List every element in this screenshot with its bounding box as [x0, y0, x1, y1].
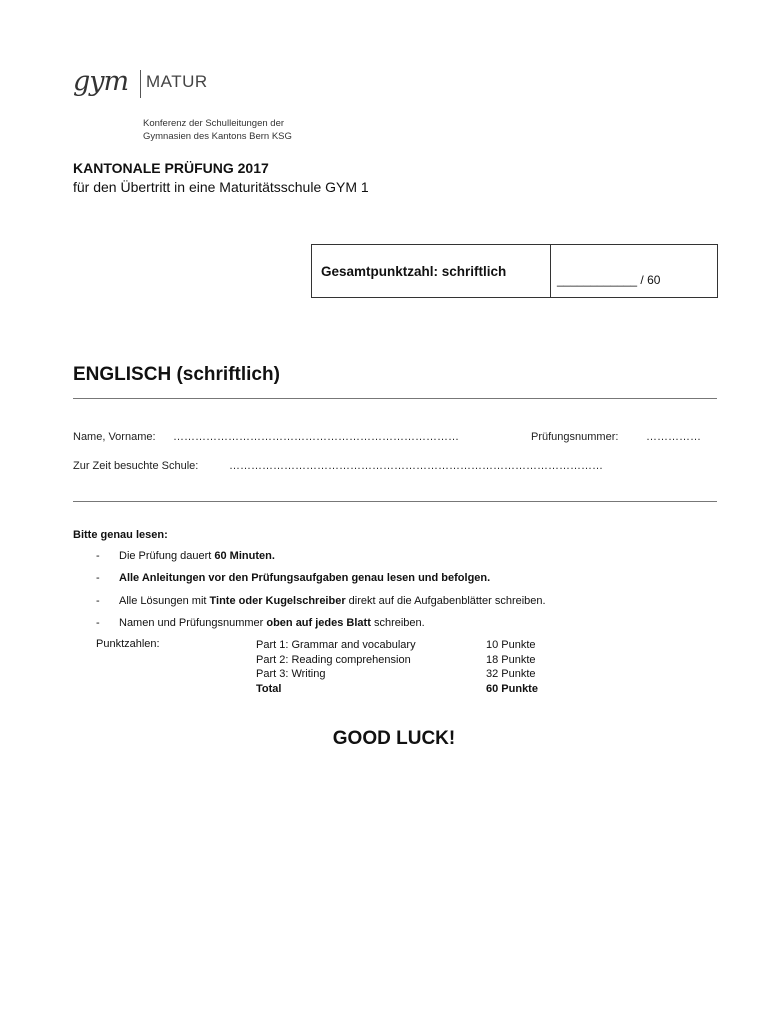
exam-title: KANTONALE PRÜFUNG 2017 — [73, 160, 269, 176]
school-label: Zur Zeit besuchte Schule: — [73, 460, 199, 472]
logo-gym: gym — [73, 66, 129, 97]
instructions-heading: Bitte genau lesen: — [73, 529, 168, 541]
subject-heading: ENGLISCH (schriftlich) — [73, 364, 280, 385]
points-values — [486, 638, 538, 696]
divider-bottom — [73, 501, 717, 502]
part-3-label: Part 3: Writing — [256, 668, 326, 680]
bullet-dash: - — [96, 617, 100, 629]
instruction-read: Alle Anleitungen vor den Prüfungsaufgaben genau lesen und befolgen. — [119, 572, 491, 584]
logo-divider — [140, 70, 141, 98]
score-box — [311, 244, 718, 298]
exam-number-field[interactable]: …………… — [646, 431, 701, 443]
org-line-2: Gymnasien des Kantons Bern KSG — [143, 131, 292, 142]
instruction-ink: Alle Lösungen mit Tinte oder Kugelschreiber direkt auf die Aufgabenblätter schreiben. — [119, 595, 546, 607]
name-label: Name, Vorname: — [73, 431, 156, 443]
exam-subtitle: für den Übertritt in eine Maturitätsschule GYM 1 — [73, 179, 369, 195]
name-field[interactable]: …………………………………………………………………… — [173, 431, 459, 443]
part-1-label: Part 1: Grammar and vocabulary — [256, 639, 416, 651]
score-value-field[interactable]: ____________ / 60 — [557, 273, 661, 287]
bullet-dash: - — [96, 595, 100, 607]
good-luck-heading: GOOD LUCK! — [332, 728, 456, 749]
part-2-points: 18 Punkte — [486, 653, 536, 666]
score-label: Gesamtpunktzahl: schriftlich — [312, 245, 551, 297]
points-label: Punktzahlen: — [96, 638, 160, 650]
divider-top — [73, 398, 717, 399]
total-label: Total — [256, 682, 282, 695]
instruction-name: Namen und Prüfungsnummer oben auf jedes Blatt schreiben. — [119, 617, 425, 629]
school-field[interactable]: ………………………………………………………………………………………… — [229, 460, 603, 472]
points-parts — [256, 638, 416, 696]
bullet-dash: - — [96, 572, 100, 584]
exam-number-label: Prüfungsnummer: — [531, 431, 619, 443]
bullet-dash: - — [96, 550, 100, 562]
org-line-1: Konferenz der Schulleitungen der — [143, 118, 285, 129]
part-1-points: 10 Punkte — [486, 639, 536, 651]
logo-matur: MATUR — [146, 72, 208, 91]
instruction-duration: Die Prüfung dauert 60 Minuten. — [119, 550, 275, 562]
total-points: 60 Punkte — [486, 682, 538, 695]
part-3-points: 32 Punkte — [486, 668, 536, 680]
part-2-label: Part 2: Reading comprehension — [256, 653, 411, 666]
